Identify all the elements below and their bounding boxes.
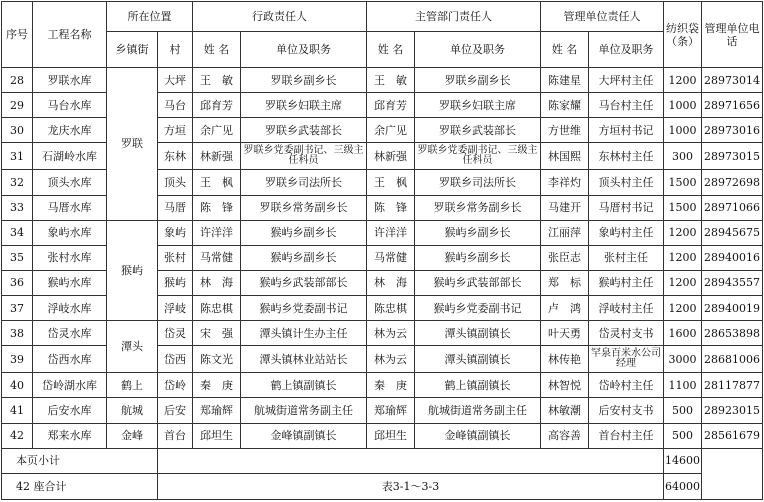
cell-dept-duty: 鹤上镇副镇长 (415, 373, 541, 398)
cell-mgmt-name: 高容善 (541, 423, 589, 448)
cell-mgmt-duty: 猴屿村主任 (589, 270, 664, 295)
total-label: 42 座合计 (2, 473, 158, 499)
cell-admin-name: 郑瑜辉 (193, 398, 241, 423)
cell-project: 郑来水库 (33, 423, 107, 448)
cell-admin-duty: 罗联乡常务副乡长 (241, 195, 367, 220)
cell-dept-name: 秦 庚 (367, 373, 415, 398)
cell-dept-duty: 金峰镇副镇长 (415, 423, 541, 448)
cell-town: 鹤上 (107, 373, 158, 398)
cell-bags: 1600 (664, 321, 702, 346)
header-location: 所在位置 (107, 2, 193, 32)
cell-dept-duty: 罗联乡武装部长 (415, 118, 541, 143)
cell-admin-name: 余广见 (193, 118, 241, 143)
cell-mgmt-duty: 张村主任 (589, 245, 664, 270)
cell-bags: 1200 (664, 68, 702, 93)
cell-project: 马厝水库 (33, 195, 107, 220)
cell-admin-name: 宋 强 (193, 321, 241, 346)
cell-mgmt-name: 李祥灼 (541, 170, 589, 195)
cell-phone: 28973015 (702, 143, 763, 170)
cell-mgmt-duty: 首台村主任 (589, 423, 664, 448)
header-admin-name: 姓 名 (193, 32, 241, 68)
header-admin: 行政责任人 (193, 2, 367, 32)
cell-dept-name: 邱育芳 (367, 93, 415, 118)
cell-seq: 42 (2, 423, 33, 448)
cell-phone: 28653898 (702, 321, 763, 346)
cell-dept-name: 许洋洋 (367, 220, 415, 245)
cell-town-luolian: 罗联 (107, 68, 158, 221)
cell-phone: 28971066 (702, 195, 763, 220)
cell-village: 后安 (158, 398, 193, 423)
subtotal-bags: 14600 (664, 448, 702, 473)
cell-dept-name: 王 敏 (367, 68, 415, 93)
cell-phone: 28681006 (702, 346, 763, 373)
cell-project: 马台水库 (33, 93, 107, 118)
cell-seq: 29 (2, 93, 33, 118)
cell-village: 方垣 (158, 118, 193, 143)
cell-dept-name: 陈 锋 (367, 195, 415, 220)
cell-phone: 28561679 (702, 423, 763, 448)
cell-project: 张村水库 (33, 245, 107, 270)
cell-dept-name: 马常健 (367, 245, 415, 270)
cell-mgmt-name: 方世维 (541, 118, 589, 143)
cell-dept-name: 林新强 (367, 143, 415, 170)
cell-admin-name: 马常健 (193, 245, 241, 270)
cell-mgmt-name: 林传艳 (541, 346, 589, 373)
cell-admin-duty: 罗联乡司法所长 (241, 170, 367, 195)
cell-mgmt-name: 林智悦 (541, 373, 589, 398)
cell-mgmt-duty: 岱灵村支书 (589, 321, 664, 346)
header-phone: 管理单位电话 (702, 2, 763, 68)
cell-project: 浮岐水库 (33, 296, 107, 321)
table-row (2, 321, 763, 346)
cell-seq: 37 (2, 296, 33, 321)
cell-admin-name: 陈忠棋 (193, 296, 241, 321)
cell-seq: 28 (2, 68, 33, 93)
cell-admin-duty: 潭头镇计生办主任 (241, 321, 367, 346)
cell-phone: 28973016 (702, 118, 763, 143)
cell-admin-duty: 猴屿乡副乡长 (241, 220, 367, 245)
cell-village: 大坪 (158, 68, 193, 93)
cell-admin-duty: 金峰镇副镇长 (241, 423, 367, 448)
cell-project: 龙庆水库 (33, 118, 107, 143)
cell-bags: 1200 (664, 245, 702, 270)
cell-village: 象屿 (158, 220, 193, 245)
cell-admin-name: 陈 锋 (193, 195, 241, 220)
cell-village: 马台 (158, 93, 193, 118)
cell-bags: 1200 (664, 220, 702, 245)
header-seq: 序号 (2, 2, 33, 68)
cell-bags: 1000 (664, 118, 702, 143)
header-dept-name: 姓 名 (367, 32, 415, 68)
cell-mgmt-name: 陈家耀 (541, 93, 589, 118)
cell-admin-name: 许洋洋 (193, 220, 241, 245)
cell-phone: 28940019 (702, 296, 763, 321)
cell-village: 马厝 (158, 195, 193, 220)
header-bags: 纺织袋（条） (664, 2, 702, 68)
cell-admin-name: 邱育芳 (193, 93, 241, 118)
cell-town: 金峰 (107, 423, 158, 448)
cell-admin-name: 林 海 (193, 270, 241, 295)
cell-village: 猴屿 (158, 270, 193, 295)
cell-mgmt-duty: 浮岐村主任 (589, 296, 664, 321)
cell-admin-duty: 罗联乡妇联主席 (241, 93, 367, 118)
cell-project: 岱岭湖水库 (33, 373, 107, 398)
cell-phone: 28923015 (702, 398, 763, 423)
cell-bags: 1500 (664, 195, 702, 220)
cell-project: 岱灵水库 (33, 321, 107, 346)
cell-mgmt-duty: 方垣村书记 (589, 118, 664, 143)
cell-seq: 40 (2, 373, 33, 398)
cell-mgmt-duty: 后安村支书 (589, 398, 664, 423)
cell-mgmt-name: 马建开 (541, 195, 589, 220)
cell-mgmt-duty: 顶头村主任 (589, 170, 664, 195)
cell-mgmt-duty: 罕泉百米水公司经理 (589, 346, 664, 373)
cell-project: 罗联水库 (33, 68, 107, 93)
cell-village: 东林 (158, 143, 193, 170)
header-mgmt-name: 姓 名 (541, 32, 589, 68)
cell-admin-duty: 猴屿乡党委副书记 (241, 296, 367, 321)
cell-mgmt-name: 林敏潮 (541, 398, 589, 423)
header-dept-duty: 单位及职务 (415, 32, 541, 68)
subtotal-label: 本页小计 (2, 448, 158, 473)
cell-admin-duty: 鹤上镇副镇长 (241, 373, 367, 398)
cell-dept-name: 林为云 (367, 346, 415, 373)
cell-bags: 1100 (664, 373, 702, 398)
cell-admin-name: 林新强 (193, 143, 241, 170)
cell-admin-duty: 猴屿乡武装部部长 (241, 270, 367, 295)
cell-mgmt-name: 江丽萍 (541, 220, 589, 245)
cell-project: 猴屿水库 (33, 270, 107, 295)
total-row (2, 473, 763, 499)
cell-mgmt-name: 陈建星 (541, 68, 589, 93)
cell-phone: 28117877 (702, 373, 763, 398)
cell-town: 航城 (107, 398, 158, 423)
cell-seq: 39 (2, 346, 33, 373)
cell-seq: 32 (2, 170, 33, 195)
cell-seq: 34 (2, 220, 33, 245)
cell-dept-name: 余广见 (367, 118, 415, 143)
cell-village: 张村 (158, 245, 193, 270)
cell-phone: 28971656 (702, 93, 763, 118)
cell-dept-duty: 猴屿乡副乡长 (415, 220, 541, 245)
cell-mgmt-duty: 岱岭村主任 (589, 373, 664, 398)
cell-dept-duty: 航城街道常务副主任 (415, 398, 541, 423)
header-village: 村 (158, 32, 193, 68)
cell-village: 岱灵 (158, 321, 193, 346)
table-row (2, 220, 763, 245)
cell-dept-duty: 罗联乡副乡长 (415, 68, 541, 93)
header-town: 乡镇街 (107, 32, 158, 68)
cell-mgmt-name: 卢 鸿 (541, 296, 589, 321)
cell-bags: 1200 (664, 296, 702, 321)
cell-admin-name: 秦 庚 (193, 373, 241, 398)
header-mgmt: 管理单位责任人 (541, 2, 664, 32)
cell-village: 岱西 (158, 346, 193, 373)
cell-dept-duty: 猴屿乡党委副书记 (415, 296, 541, 321)
cell-phone: 28940016 (702, 245, 763, 270)
cell-phone: 28945675 (702, 220, 763, 245)
cell-phone: 28943557 (702, 270, 763, 295)
cell-dept-duty: 潭头镇副镇长 (415, 321, 541, 346)
header-mgmt-duty: 单位及职务 (589, 32, 664, 68)
table-row (2, 398, 763, 423)
cell-admin-duty: 猴屿乡副乡长 (241, 245, 367, 270)
cell-dept-name: 陈忠棋 (367, 296, 415, 321)
cell-town-houyu: 猴屿 (107, 220, 158, 320)
cell-project: 石湖岭水库 (33, 143, 107, 170)
cell-seq: 33 (2, 195, 33, 220)
table-row (2, 373, 763, 398)
cell-admin-name: 王 敏 (193, 68, 241, 93)
cell-bags: 300 (664, 143, 702, 170)
cell-mgmt-name: 张臣志 (541, 245, 589, 270)
cell-seq: 30 (2, 118, 33, 143)
cell-mgmt-duty: 大坪村主任 (589, 68, 664, 93)
cell-seq: 36 (2, 270, 33, 295)
cell-seq: 31 (2, 143, 33, 170)
cell-phone: 28972698 (702, 170, 763, 195)
cell-admin-duty: 罗联乡党委副书记、三级主任科员 (241, 143, 367, 170)
cell-project: 顶头水库 (33, 170, 107, 195)
cell-village: 岱岭 (158, 373, 193, 398)
cell-project: 象屿水库 (33, 220, 107, 245)
cell-seq: 35 (2, 245, 33, 270)
cell-dept-duty: 潭头镇副镇长 (415, 346, 541, 373)
cell-project: 后安水库 (33, 398, 107, 423)
cell-dept-duty: 罗联乡妇联主席 (415, 93, 541, 118)
cell-dept-name: 林为云 (367, 321, 415, 346)
cell-dept-name: 林 海 (367, 270, 415, 295)
cell-seq: 41 (2, 398, 33, 423)
cell-project: 岱西水库 (33, 346, 107, 373)
cell-mgmt-name: 叶天勇 (541, 321, 589, 346)
cell-mgmt-name: 郑 标 (541, 270, 589, 295)
cell-dept-duty: 猴屿乡副乡长 (415, 245, 541, 270)
cell-mgmt-duty: 马厝村书记 (589, 195, 664, 220)
cell-admin-name: 邱坦生 (193, 423, 241, 448)
cell-mgmt-duty: 马台村主任 (589, 93, 664, 118)
cell-mgmt-duty: 东林村主任 (589, 143, 664, 170)
cell-phone: 28973014 (702, 68, 763, 93)
cell-admin-name: 陈文光 (193, 346, 241, 373)
cell-bags: 1000 (664, 93, 702, 118)
cell-bags: 3000 (664, 346, 702, 373)
cell-dept-name: 郑瑜辉 (367, 398, 415, 423)
cell-dept-name: 王 枫 (367, 170, 415, 195)
cell-dept-duty: 罗联乡党委副书记、三级主任科员 (415, 143, 541, 170)
reservoir-responsibility-table (1, 1, 763, 500)
total-bags: 64000 (664, 473, 702, 499)
cell-dept-duty: 猴屿乡武装部部长 (415, 270, 541, 295)
cell-bags: 500 (664, 398, 702, 423)
cell-admin-duty: 潭头镇林业站站长 (241, 346, 367, 373)
subtotal-spacer (158, 448, 664, 473)
cell-dept-name: 邱坦生 (367, 423, 415, 448)
cell-admin-duty: 罗联乡武装部长 (241, 118, 367, 143)
cell-village: 浮岐 (158, 296, 193, 321)
cell-seq: 38 (2, 321, 33, 346)
cell-bags: 1200 (664, 270, 702, 295)
cell-mgmt-name: 林国熙 (541, 143, 589, 170)
header-project: 工程名称 (33, 2, 107, 68)
subtotal-row (2, 448, 763, 473)
table-reference: 表3-1～3-3 (158, 473, 664, 499)
cell-admin-name: 王 枫 (193, 170, 241, 195)
cell-bags: 1500 (664, 170, 702, 195)
header-admin-duty: 单位及职务 (241, 32, 367, 68)
cell-town-tantou: 潭头 (107, 321, 158, 373)
table-row (2, 423, 763, 448)
table-row (2, 68, 763, 93)
cell-bags: 500 (664, 423, 702, 448)
cell-village: 顶头 (158, 170, 193, 195)
cell-dept-duty: 罗联乡司法所长 (415, 170, 541, 195)
footer-phone-blank (702, 448, 763, 499)
cell-admin-duty: 航城街道常务副主任 (241, 398, 367, 423)
cell-admin-duty: 罗联乡副乡长 (241, 68, 367, 93)
header-dept: 主管部门责任人 (367, 2, 541, 32)
cell-dept-duty: 罗联乡常务副乡长 (415, 195, 541, 220)
cell-village: 首台 (158, 423, 193, 448)
cell-mgmt-duty: 象屿村主任 (589, 220, 664, 245)
